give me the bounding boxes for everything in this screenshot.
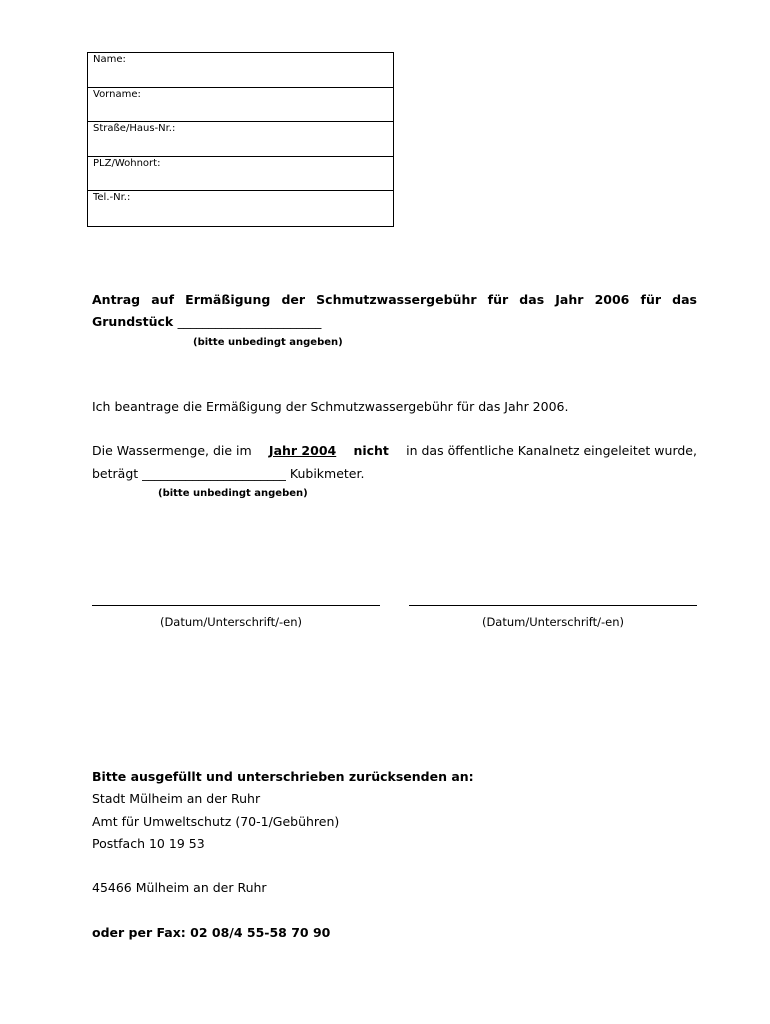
name-label: Name: — [93, 54, 126, 65]
phone-field[interactable] — [88, 191, 393, 226]
return-line-pobox: Postfach 10 19 53 — [92, 836, 205, 851]
signature-line-right[interactable] — [409, 595, 697, 606]
property-note: (bitte unbedingt angeben) — [193, 337, 343, 348]
amount-line — [92, 466, 364, 481]
fax-line: oder per Fax: 02 08/4 55-58 70 90 — [92, 925, 331, 940]
sentence-part2: in das öffentliche Kanalnetz eingeleitet wurde, — [406, 443, 697, 458]
property-blank[interactable]: _______________________ — [177, 314, 322, 329]
return-line-city: Stadt Mülheim an der Ruhr — [92, 791, 261, 806]
address-box — [87, 52, 394, 227]
form-title-line1: Antrag auf Ermäßigung der Schmutzwassergebühr für das Jahr 2006 für das — [92, 292, 697, 307]
amount-blank[interactable]: _______________________ — [142, 466, 286, 481]
signature-label-left: (Datum/Unterschrift/-en) — [159, 615, 303, 629]
amount-unit: Kubikmeter. — [289, 466, 365, 481]
year-emphasis: Jahr 2004 — [268, 443, 337, 458]
street-field[interactable] — [88, 122, 393, 157]
first-name-label: Vorname: — [93, 88, 141, 100]
street-label: Straße/Haus-Nr.: — [93, 123, 176, 135]
water-amount-sentence — [92, 443, 697, 458]
sentence-part1: Die Wassermenge, die im — [92, 443, 252, 458]
amount-prefix: beträgt — [92, 466, 139, 481]
property-label: Grundstück — [92, 314, 174, 329]
phone-label: Tel.-Nr.: — [93, 192, 131, 204]
return-line-zip: 45466 Mülheim an der Ruhr — [92, 880, 267, 895]
not-emphasis: nicht — [353, 443, 389, 458]
request-sentence: Ich beantrage die Ermäßigung der Schmutzwassergebühr für das Jahr 2006. — [92, 399, 569, 414]
first-name-field[interactable] — [88, 88, 393, 123]
return-line-office: Amt für Umweltschutz (70-1/Gebühren) — [92, 814, 340, 829]
city-field[interactable] — [88, 157, 393, 192]
signature-label-right: (Datum/Unterschrift/-en) — [481, 615, 625, 629]
name-field[interactable] — [88, 53, 393, 88]
amount-note: (bitte unbedingt angeben) — [158, 488, 308, 499]
signature-line-left[interactable] — [92, 595, 380, 606]
form-title-line2 — [92, 314, 321, 329]
city-label: PLZ/Wohnort: — [93, 157, 161, 169]
return-heading: Bitte ausgefüllt und unterschrieben zurücksenden an: — [92, 769, 474, 784]
